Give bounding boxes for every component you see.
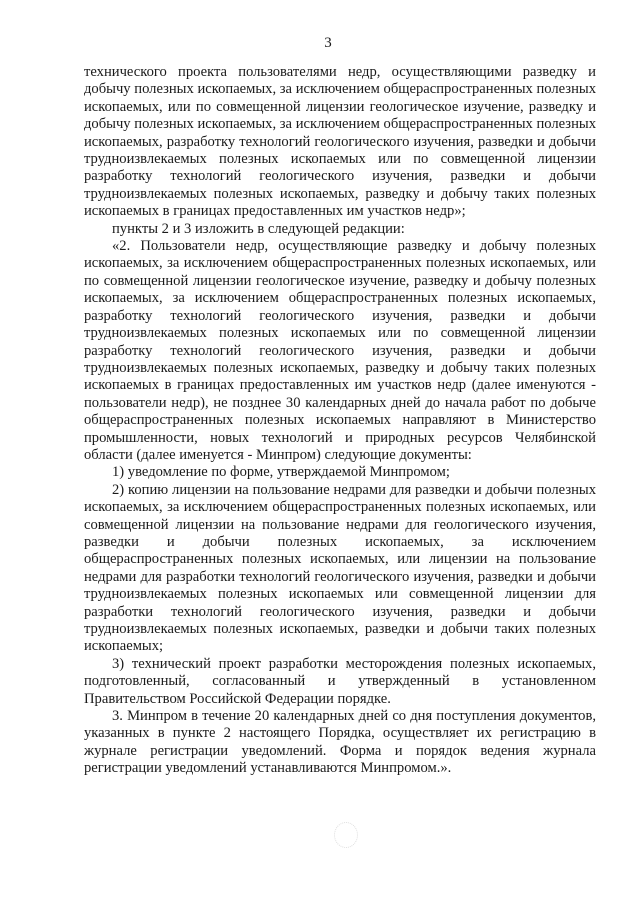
page-number: 3 (324, 35, 332, 51)
paragraph-clause-2: «2. Пользователи недр, осуществляющие разведку и добычу полезных ископаемых, за исключением общераспространенных полезных ископаемых, или по совмещенной лицензии геологическое изучение, разведку и добычу полезных ископаемых, за исключением общераспространенных полезных ископаемых, разработку технологий геологического изучения, разведки и добычи трудноизвлекаемых полезных ископаемых или по совмещенной лицензии разработку технологий геологического изучения, разведки и добычи трудноизвлекаемых полезных ископаемых, разведку и добычу таких полезных ископаемых в границах предоставленных им участков недр (далее именуются - пользователи недр), не позднее 30 календарных дней до начала работ по добыче общераспространенных полезных ископаемых направляют в Министерство промышленности, новых технологий и природных ресурсов Челябинской области (далее именуется - Минпром) следующие документы: (84, 238, 596, 463)
paragraph-item-3: 3) технический проект разработки месторождения полезных ископаемых, подготовленный, согласованный и утвержденный в установленном Правительством Российской Федерации порядке. (84, 655, 596, 707)
stamp-icon (334, 822, 358, 848)
paragraph-item-1: 1) уведомление по форме, утверждаемой Минпромом; (112, 464, 450, 481)
paragraph-continuation: технического проекта пользователями недр, осуществляющими разведку и добычу полезных ископаемых, за исключением общераспространенных полезных ископаемых, или по совмещенной лицензии геологическое изучение, разведку и добычу полезных ископаемых, за исключением общераспространенных полезных ископаемых, разработку технологий геологического изучения, разведки и добычи трудноизвлекаемых полезных ископаемых или по совмещенной лицензии разработку технологий геологического изучения, разведки и добычи трудноизвлекаемых полезных ископаемых, разведку и добычу таких полезных ископаемых в границах предоставленных им участков недр»; (84, 64, 596, 220)
paragraph-item-2: 2) копию лицензии на пользование недрами для разведки и добычи полезных ископаемых, за исключением общераспространенных полезных ископаемых, или совмещенной лицензии на пользование недрами для геологического изучения, разведки и добычи полезных ископаемых, за исключением общераспространенных полезных ископаемых, или лицензии на пользование недрами для разработки технологий геологического изучения, разведки и добычи трудноизвлекаемых полезных ископаемых или совмещенной лицензии для разработки технологий геологического изучения, разведки и добычи трудноизвлекаемых полезных ископаемых, разведки и добычи таких полезных ископаемых; (84, 481, 596, 655)
paragraph-clause-3: 3. Минпром в течение 20 календарных дней со дня поступления документов, указанных в пункте 2 настоящего Порядка, осуществляет их регистрацию в журнале регистрации уведомлений. Форма и порядок ведения журнала регистрации уведомлений устанавливаются Минпромом.». (84, 708, 596, 777)
faint-stamp-mark (296, 822, 396, 866)
document-body (84, 64, 596, 778)
paragraph-amendment-intro: пункты 2 и 3 изложить в следующей редакции: (112, 220, 405, 237)
